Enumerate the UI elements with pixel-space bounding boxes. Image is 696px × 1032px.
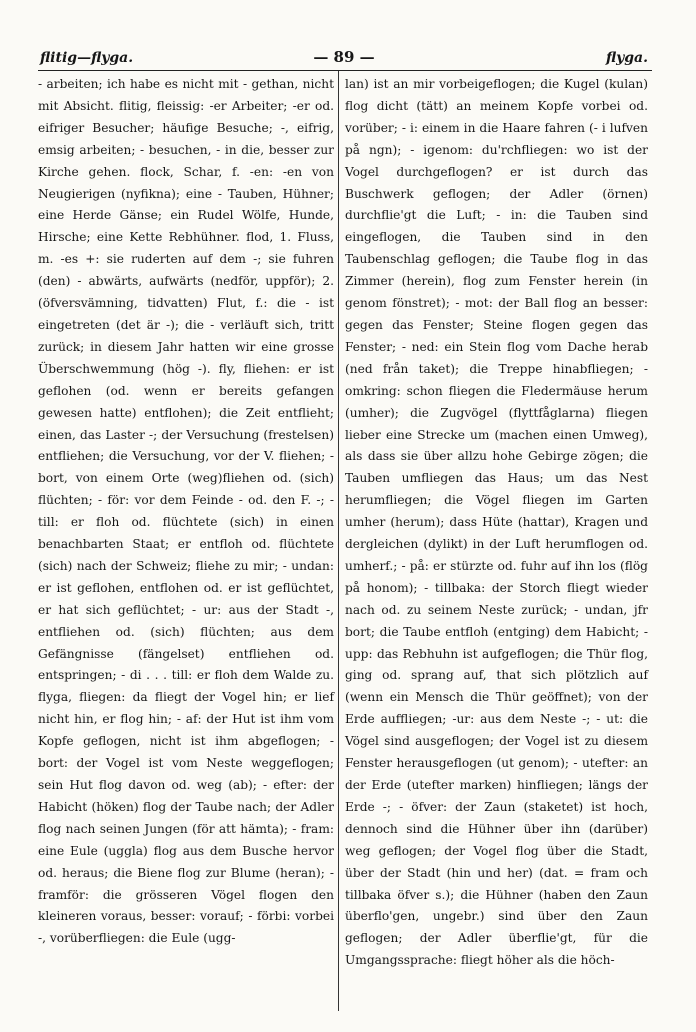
header-left-catchword: flitig—flyga. [40, 50, 134, 66]
column-divider [338, 71, 339, 1011]
left-column [38, 74, 334, 950]
header-right-catchword: flyga. [605, 50, 648, 66]
right-column [345, 74, 648, 972]
left-column-text: - arbeiten; ich habe es nicht mit - gethan, nicht mit Absicht. flitig, fleissig: -er Arbeiter; -er od. eifriger Besucher; häufige Besuche; -, eifrig, emsig arbeiten; - besuchen, - in die, besser zur Kirche gehen. flock, Schar, f. -en: -en von Neugierigen (nyfikna); eine - Tauben, Hühner; eine Herde Gänse; ein Rudel Wölfe, Hunde, Hirsche; eine Kette Rebhühner. flod, 1. Fluss, m. -es +: sie ruderten auf dem -; sie fuhren (den) - abwärts, aufwärts (nedför, uppför); 2. (öfversvämning, tidvatten) Flut, f.: die - ist eingetreten (det är -); die - verläuft sich, tritt zurück; in diesem Jahr hatten wir eine grosse Überschwemmung (hög -). fly, fliehen: er ist geflohen (od. wenn er bereits gefangen gewesen hatte) entflohen); die Zeit entflieht; einen, das Laster -; der Versuchung (frestelsen) entfliehen; die Versuchung, vor der V. fliehen; - bort, von einem Orte (weg)fliehen od. (sich) flüchten; - för: vor dem Feinde - od. den F. -; - till: er floh od. flüchtete (sich) in einen benachbarten Staat; er entfloh od. flüchtete (sich) nach der Schweiz; fliehe zu mir; - undan: er ist geflohen, entflohen od. er ist geflüchtet, er hat sich geflüchtet; - ur: aus der Stadt -, entfliehen od. (sich) flüchten; aus dem Gefängnisse (fängelset) entfliehen od. entspringen; - di . . . till: er floh dem Walde zu. flyga, fliegen: da fliegt der Vogel hin; er lief nicht hin, er flog hin; - af: der Hut ist ihm vom Kopfe geflogen, nicht ist ihm abgeflogen; - bort: der Vogel ist vom Neste weggeflogen; sein Hut flog davon od. weg (ab); - efter: der Habicht (höken) flog der Taube nach; der Adler flog nach seinen Jungen (för att hämta); - fram: eine Eule (uggla) flog aus dem Busche hervor od. heraus; die Biene flog zur Blume (heran); - framför: die grösseren Vögel flogen den kleineren voraus, besser: vorauf; - förbi: vorbei -, vorüberfliegen: die Eule (ugg- [38, 77, 334, 946]
running-header [40, 48, 648, 70]
right-column-text: lan) ist an mir vorbeigeflogen; die Kugel (kulan) flog dicht (tätt) an meinem Kopfe vorbei od. vorüber; - i: einem in die Haare fahren (- i lufven på ngn); - igenom: du'rchfliegen: wo ist der Vogel durchgeflogen? er ist durch das Buschwerk geflogen; der Adler (örnen) durchflie'gt die Luft; - in: die Tauben sind eingeflogen, die Tauben sind in den Taubenschlag geflogen; die Taube flog in das Zimmer (herein), flog zum Fenster herein (in genom fönstret); - mot: der Ball flog an besser: gegen das Fenster; Steine flogen gegen das Fenster; - ned: ein Stein flog vom Dache herab (ned från taket); die Treppe hinabfliegen; - omkring: schon fliegen die Fledermäuse herum (umher); die Zugvögel (flyttfåglarna) fliegen lieber eine Strecke um (machen einen Umweg), als dass sie über allzu hohe Gebirge zögen; die Tauben umfliegen das Haus; um das Nest herumfliegen; die Vögel fliegen im Garten umher (herum); dass Hüte (hattar), Kragen und dergleichen (dylikt) in der Luft herumflogen od. umherf.; - på: er stürzte od. fuhr auf ihn los (flög på honom); - tillbaka: der Storch fliegt wieder nach od. zu seinem Neste zurück; - undan, jfr bort; die Taube entfloh (entging) dem Habicht; - upp: das Rebhuhn ist aufgeflogen; die Thür flog, ging od. sprang auf, that sich plötzlich auf (wenn ein Mensch die Thür geöffnet); von der Erde auffliegen; -ur: aus dem Neste -; - ut: die Vögel sind ausgeflogen; der Vogel ist zu diesem Fenster herausgeflogen (ut genom); - utefter: an der Erde (utefter marken) hinfliegen; längs der Erde -; - öfver: der Zaun (staketet) ist hoch, dennoch sind die Hühner über ihn (darüber) weg geflogen; der Vogel flog über die Stadt, über der Stadt (hin und her) (dat. = fram och tillbaka öfver s.); die Hühner (haben den Zaun überflo'gen, ungebr.) sind über den Zaun geflogen; der Adler überflie'gt, für die Umgangssprache: fliegt höher als die höch- [345, 77, 648, 968]
header-rule [38, 70, 652, 71]
page-number: — 89 — [313, 48, 375, 66]
